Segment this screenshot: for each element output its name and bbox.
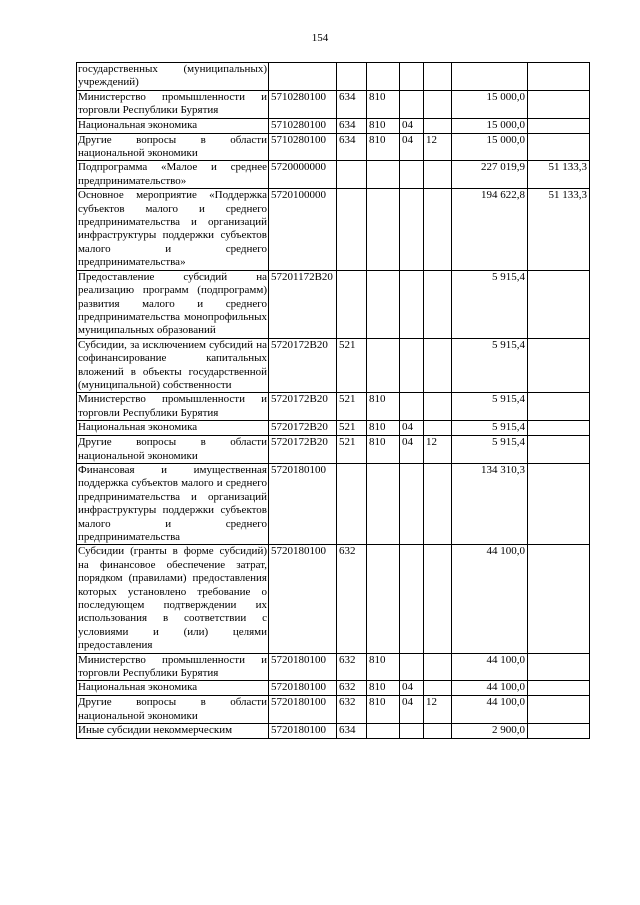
cell-expense-type bbox=[424, 393, 452, 421]
cell-target-code: 5710280100 bbox=[269, 118, 337, 133]
cell-grbs: 634 bbox=[337, 133, 367, 161]
cell-target-code: 5720180100 bbox=[269, 463, 337, 544]
cell-grbs bbox=[337, 63, 367, 91]
table-row bbox=[77, 436, 590, 464]
cell-grbs: 521 bbox=[337, 436, 367, 464]
cell-grbs bbox=[337, 161, 367, 189]
cell-grbs: 634 bbox=[337, 724, 367, 739]
cell-grbs: 521 bbox=[337, 393, 367, 421]
cell-subsection bbox=[400, 338, 424, 393]
cell-sum-federal bbox=[528, 421, 590, 436]
cell-sum-total: 194 622,8 bbox=[452, 189, 528, 270]
cell-subsection: 04 bbox=[400, 118, 424, 133]
cell-name: Национальная экономика bbox=[77, 118, 269, 133]
table-row bbox=[77, 161, 590, 189]
table-row bbox=[77, 696, 590, 724]
cell-name: Субсидии, за исключением субсидий на софинансирование капитальных вложений в объекты государственной (муниципальной) собственности bbox=[78, 338, 267, 391]
cell-section bbox=[367, 189, 400, 270]
cell-sum-federal bbox=[528, 545, 590, 653]
cell-grbs: 632 bbox=[337, 653, 367, 681]
cell-sum-total: 5 915,4 bbox=[452, 393, 528, 421]
cell-subsection bbox=[400, 90, 424, 118]
cell-section: 810 bbox=[367, 681, 400, 696]
table-row bbox=[77, 90, 590, 118]
cell-sum-total: 15 000,0 bbox=[452, 133, 528, 161]
cell-sum-total bbox=[452, 63, 528, 91]
cell-expense-type bbox=[424, 724, 452, 739]
cell-target-code: 5710280100 bbox=[269, 90, 337, 118]
cell-sum-federal bbox=[528, 653, 590, 681]
cell-sum-federal bbox=[528, 393, 590, 421]
cell-subsection bbox=[400, 653, 424, 681]
cell-section bbox=[367, 338, 400, 393]
cell-sum-total: 5 915,4 bbox=[452, 421, 528, 436]
cell-subsection bbox=[400, 161, 424, 189]
cell-expense-type: 12 bbox=[424, 436, 452, 464]
cell-expense-type bbox=[424, 270, 452, 338]
cell-sum-federal bbox=[528, 463, 590, 544]
cell-grbs: 521 bbox=[337, 338, 367, 393]
cell-name: Иные субсидии некоммерческим bbox=[77, 724, 269, 739]
cell-sum-total: 15 000,0 bbox=[452, 90, 528, 118]
cell-section bbox=[367, 270, 400, 338]
cell-name: Министерство промышленности и торговли Республики Бурятия bbox=[78, 393, 267, 419]
cell-section bbox=[367, 161, 400, 189]
cell-target-code: 5720180100 bbox=[269, 545, 337, 653]
cell-section bbox=[367, 463, 400, 544]
cell-target-code bbox=[269, 63, 337, 91]
table-row bbox=[77, 421, 590, 436]
cell-target-code: 5710280100 bbox=[269, 133, 337, 161]
cell-expense-type bbox=[424, 90, 452, 118]
cell-sum-total: 44 100,0 bbox=[452, 681, 528, 696]
page-number: 154 bbox=[311, 32, 329, 44]
cell-grbs: 521 bbox=[337, 421, 367, 436]
cell-name: Субсидии (гранты в форме субсидий) на финансовое обеспечение затрат, порядком (правилами) предоставления которых установлено требование о последующем подтверждении их использования в соответствии с условиями и (или) целями предоставления bbox=[78, 545, 267, 652]
cell-subsection bbox=[400, 393, 424, 421]
table-row bbox=[77, 270, 590, 338]
cell-expense-type: 12 bbox=[424, 133, 452, 161]
cell-sum-total: 44 100,0 bbox=[452, 653, 528, 681]
cell-sum-federal bbox=[528, 270, 590, 338]
cell-subsection: 04 bbox=[400, 436, 424, 464]
cell-sum-federal bbox=[528, 63, 590, 91]
cell-section bbox=[367, 545, 400, 653]
cell-section: 810 bbox=[367, 393, 400, 421]
cell-sum-total: 44 100,0 bbox=[452, 545, 528, 653]
table-row bbox=[77, 463, 590, 544]
table-row bbox=[77, 545, 590, 653]
cell-expense-type bbox=[424, 653, 452, 681]
cell-target-code: 5720100000 bbox=[269, 189, 337, 270]
cell-sum-federal bbox=[528, 681, 590, 696]
cell-expense-type bbox=[424, 545, 452, 653]
cell-target-code: 5720180100 bbox=[269, 696, 337, 724]
cell-name: Другие вопросы в области национальной экономики bbox=[78, 133, 267, 160]
cell-target-code: 5720172В20 bbox=[269, 436, 337, 464]
cell-sum-total: 15 000,0 bbox=[452, 118, 528, 133]
table-row bbox=[77, 133, 590, 161]
cell-subsection: 04 bbox=[400, 133, 424, 161]
cell-grbs: 632 bbox=[337, 696, 367, 724]
cell-expense-type bbox=[424, 161, 452, 189]
cell-sum-federal bbox=[528, 133, 590, 161]
cell-name: Министерство промышленности и торговли Республики Бурятия bbox=[78, 90, 267, 117]
cell-target-code: 5720180100 bbox=[269, 681, 337, 696]
cell-grbs bbox=[337, 270, 367, 338]
table-row bbox=[77, 393, 590, 421]
cell-name: Подпрограмма «Малое и среднее предпринимательство» bbox=[78, 161, 267, 187]
cell-sum-federal bbox=[528, 338, 590, 393]
cell-grbs bbox=[337, 463, 367, 544]
cell-target-code: 57201172В20 bbox=[269, 270, 337, 338]
table-row bbox=[77, 189, 590, 270]
cell-name: Другие вопросы в области национальной экономики bbox=[78, 696, 267, 722]
cell-sum-federal bbox=[528, 696, 590, 724]
cell-expense-type: 12 bbox=[424, 696, 452, 724]
cell-name: Финансовая и имущественная поддержка субъектов малого и среднего предпринимательства и организаций инфраструктуры поддержки субъектов малого и среднего предпринимательства bbox=[78, 463, 267, 543]
cell-name: государственных (муниципальных) учреждений) bbox=[78, 63, 267, 89]
table-row bbox=[77, 653, 590, 681]
cell-grbs: 632 bbox=[337, 681, 367, 696]
cell-target-code: 5720180100 bbox=[269, 724, 337, 739]
cell-subsection: 04 bbox=[400, 681, 424, 696]
cell-target-code: 5720180100 bbox=[269, 653, 337, 681]
cell-subsection bbox=[400, 63, 424, 91]
cell-section: 810 bbox=[367, 133, 400, 161]
cell-name: Национальная экономика bbox=[77, 421, 269, 436]
table-row bbox=[77, 63, 590, 91]
cell-sum-total: 5 915,4 bbox=[452, 436, 528, 464]
cell-section bbox=[367, 724, 400, 739]
table-row bbox=[77, 724, 590, 739]
cell-target-code: 5720172В20 bbox=[269, 338, 337, 393]
cell-sum-total: 5 915,4 bbox=[452, 338, 528, 393]
cell-section: 810 bbox=[367, 118, 400, 133]
cell-section: 810 bbox=[367, 696, 400, 724]
cell-name: Другие вопросы в области национальной экономики bbox=[78, 436, 267, 462]
cell-subsection: 04 bbox=[400, 696, 424, 724]
cell-sum-total: 227 019,9 bbox=[452, 161, 528, 189]
cell-grbs: 634 bbox=[337, 118, 367, 133]
cell-sum-total: 134 310,3 bbox=[452, 463, 528, 544]
cell-grbs: 634 bbox=[337, 90, 367, 118]
cell-expense-type bbox=[424, 463, 452, 544]
budget-table bbox=[76, 62, 590, 739]
cell-subsection: 04 bbox=[400, 421, 424, 436]
cell-sum-total: 2 900,0 bbox=[452, 724, 528, 739]
cell-subsection bbox=[400, 545, 424, 653]
cell-sum-federal bbox=[528, 118, 590, 133]
table-row bbox=[77, 338, 590, 393]
cell-expense-type bbox=[424, 63, 452, 91]
table-row bbox=[77, 118, 590, 133]
cell-section bbox=[367, 63, 400, 91]
cell-grbs bbox=[337, 189, 367, 270]
cell-expense-type bbox=[424, 338, 452, 393]
cell-section: 810 bbox=[367, 421, 400, 436]
cell-expense-type bbox=[424, 681, 452, 696]
cell-subsection bbox=[400, 270, 424, 338]
cell-target-code: 5720172В20 bbox=[269, 421, 337, 436]
cell-expense-type bbox=[424, 421, 452, 436]
cell-name: Предоставление субсидий на реализацию программ (подпрограмм) развития малого и среднего предпринимательства монопрофильных муниципальных образований bbox=[78, 270, 267, 337]
cell-name: Министерство промышленности и торговли Республики Бурятия bbox=[78, 653, 267, 680]
cell-subsection bbox=[400, 189, 424, 270]
cell-sum-federal: 51 133,3 bbox=[528, 161, 590, 189]
cell-name: Национальная экономика bbox=[77, 681, 269, 696]
cell-grbs: 632 bbox=[337, 545, 367, 653]
cell-sum-total: 5 915,4 bbox=[452, 270, 528, 338]
cell-section: 810 bbox=[367, 436, 400, 464]
cell-sum-federal bbox=[528, 436, 590, 464]
cell-sum-total: 44 100,0 bbox=[452, 696, 528, 724]
cell-name: Основное мероприятие «Поддержка субъектов малого и среднего предпринимательства и организаций инфраструктуры поддержки субъектов малого и среднего предпринимательства» bbox=[78, 189, 267, 269]
cell-target-code: 5720000000 bbox=[269, 161, 337, 189]
cell-sum-federal: 51 133,3 bbox=[528, 189, 590, 270]
cell-sum-federal bbox=[528, 724, 590, 739]
cell-target-code: 5720172В20 bbox=[269, 393, 337, 421]
cell-section: 810 bbox=[367, 653, 400, 681]
cell-expense-type bbox=[424, 189, 452, 270]
table-row bbox=[77, 681, 590, 696]
cell-section: 810 bbox=[367, 90, 400, 118]
cell-subsection bbox=[400, 724, 424, 739]
cell-subsection bbox=[400, 463, 424, 544]
cell-sum-federal bbox=[528, 90, 590, 118]
cell-expense-type bbox=[424, 118, 452, 133]
